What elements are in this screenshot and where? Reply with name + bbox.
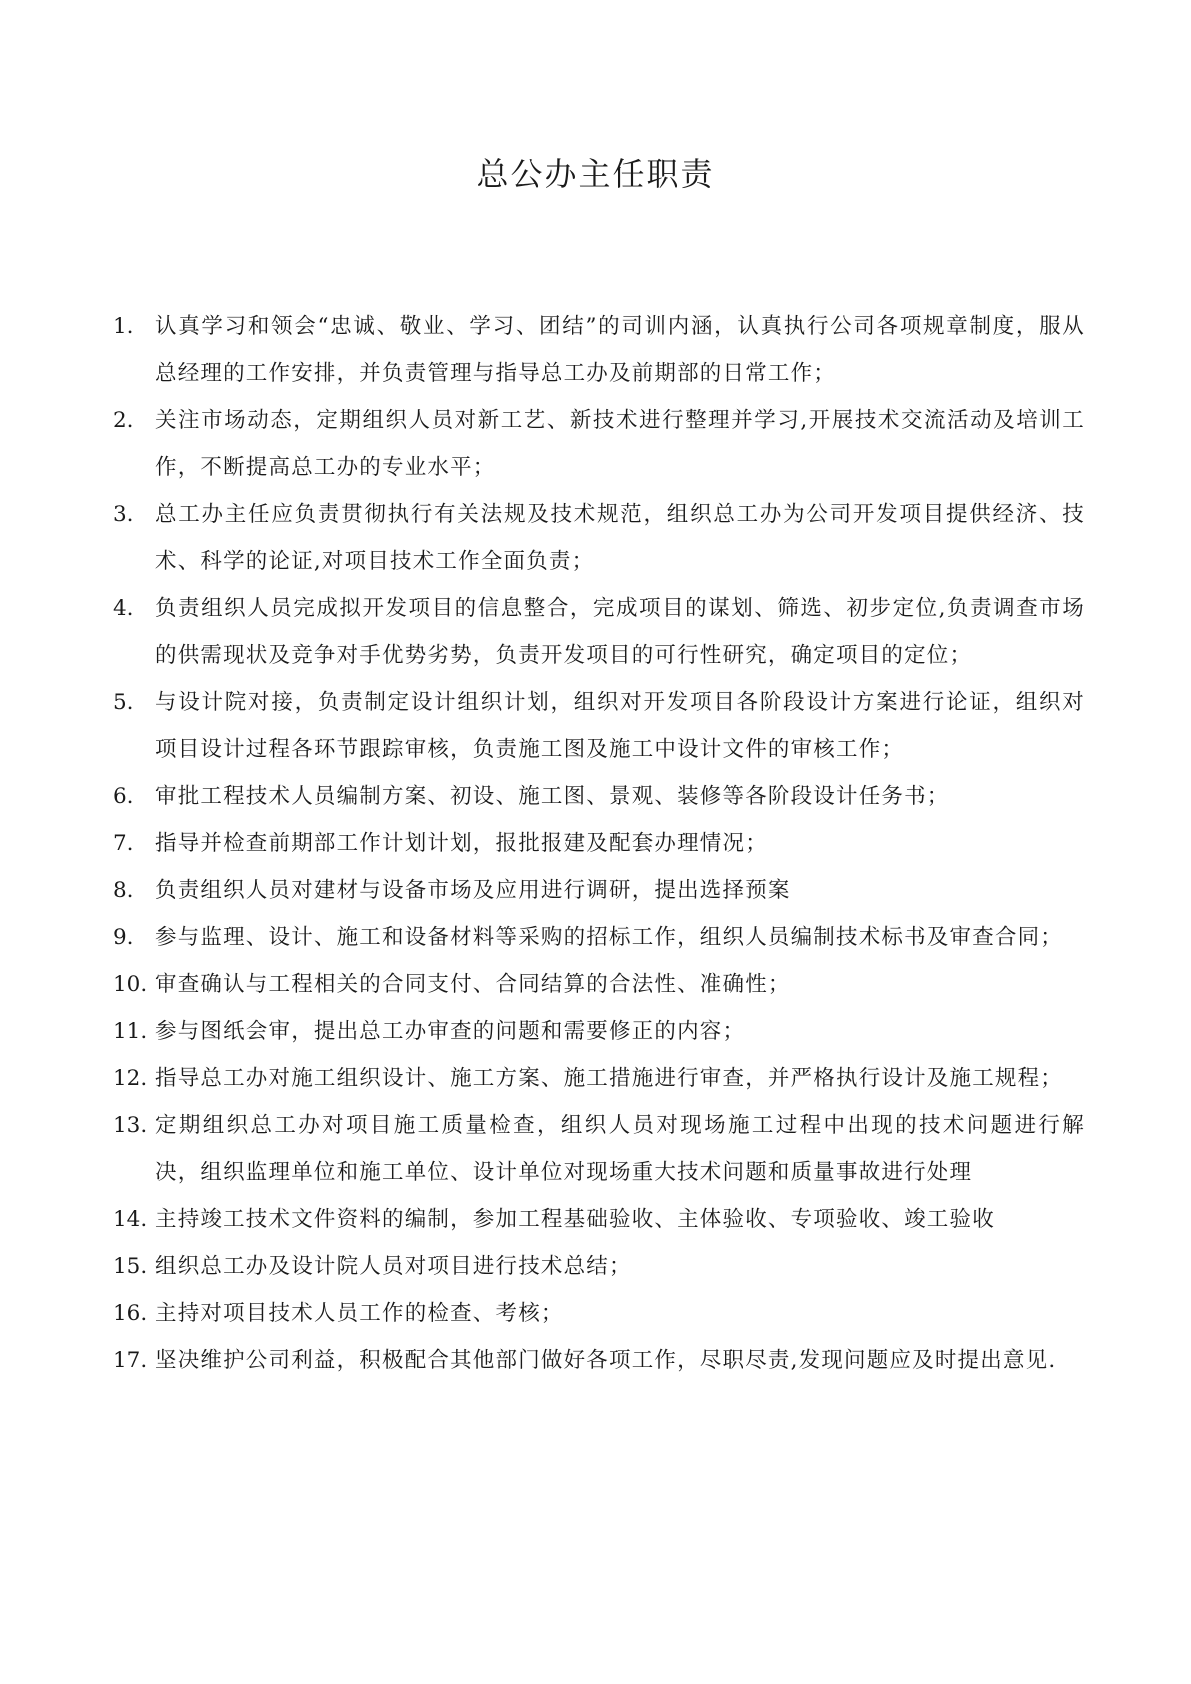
list-item-number: 13. — [113, 1113, 148, 1138]
list-item-text: 负责组织人员完成拟开发项目的信息整合，完成项目的谋划、筛选、初步定位,负责调查市场的供需现状及竞争对手优势劣势，负责开发项目的可行性研究，确定项目的定位； — [155, 596, 1085, 668]
list-item — [113, 867, 1085, 914]
list-item — [113, 961, 1085, 1008]
duty-list — [113, 303, 1085, 1384]
list-item — [113, 1337, 1085, 1384]
list-item-number: 12. — [113, 1066, 148, 1091]
list-item-number: 14. — [113, 1207, 148, 1232]
list-item-text: 定期组织总工办对项目施工质量检查，组织人员对现场施工过程中出现的技术问题进行解决，组织监理单位和施工单位、设计单位对现场重大技术问题和质量事故进行处理 — [155, 1113, 1085, 1185]
list-item-text: 主持对项目技术人员工作的检查、考核； — [155, 1301, 564, 1326]
list-item-number: 7. — [113, 831, 134, 856]
list-item-number: 6. — [113, 784, 134, 809]
list-item-text: 与设计院对接，负责制定设计组织计划，组织对开发项目各阶段设计方案进行论证，组织对项目设计过程各环节跟踪审核，负责施工图及施工中设计文件的审核工作； — [155, 690, 1085, 762]
list-item-text: 参与图纸会审，提出总工办审查的问题和需要修正的内容； — [155, 1019, 746, 1044]
list-item — [113, 1008, 1085, 1055]
list-item-text: 组织总工办及设计院人员对项目进行技术总结； — [155, 1254, 632, 1279]
list-item-number: 16. — [113, 1301, 148, 1326]
list-item-number: 11. — [113, 1019, 148, 1044]
list-item — [113, 585, 1085, 679]
list-item-number: 2. — [113, 408, 134, 433]
list-item-text: 坚决维护公司利益，积极配合其他部门做好各项工作，尽职尽责,发现问题应及时提出意见. — [155, 1348, 1057, 1373]
list-item-text: 指导并检查前期部工作计划计划，报批报建及配套办理情况； — [155, 831, 768, 856]
list-item — [113, 679, 1085, 773]
list-item-number: 9. — [113, 925, 134, 950]
list-item — [113, 303, 1085, 397]
list-item-number: 1. — [113, 314, 134, 339]
list-item-number: 15. — [113, 1254, 148, 1279]
list-item-text: 总工办主任应负责贯彻执行有关法规及技术规范，组织总工办为公司开发项目提供经济、技术、科学的论证,对项目技术工作全面负责； — [155, 502, 1085, 574]
page-title: 总公办主任职责 — [476, 155, 715, 193]
list-item — [113, 491, 1085, 585]
list-item — [113, 1243, 1085, 1290]
list-item-text: 指导总工办对施工组织设计、施工方案、施工措施进行审查，并严格执行设计及施工规程； — [155, 1066, 1064, 1091]
list-item-text: 审查确认与工程相关的合同支付、合同结算的合法性、准确性； — [155, 972, 791, 997]
list-item-text: 参与监理、设计、施工和设备材料等采购的招标工作，组织人员编制技术标书及审查合同； — [155, 925, 1064, 950]
list-item — [113, 914, 1085, 961]
list-item-text: 关注市场动态，定期组织人员对新工艺、新技术进行整理并学习,开展技术交流活动及培训工作，不断提高总工办的专业水平； — [155, 408, 1085, 480]
list-item — [113, 773, 1085, 820]
list-item-number: 17. — [113, 1348, 148, 1373]
list-item-number: 10. — [113, 972, 148, 997]
list-item — [113, 1290, 1085, 1337]
list-item — [113, 1055, 1085, 1102]
list-item — [113, 1196, 1085, 1243]
list-item-text: 主持竣工技术文件资料的编制，参加工程基础验收、主体验收、专项验收、竣工验收 — [155, 1207, 995, 1232]
list-item-number: 3. — [113, 502, 134, 527]
list-item — [113, 820, 1085, 867]
list-item-text: 认真学习和领会“忠诚、敬业、学习、团结”的司训内涵，认真执行公司各项规章制度，服从总经理的工作安排，并负责管理与指导总工办及前期部的日常工作； — [155, 314, 1085, 386]
list-item-number: 4. — [113, 596, 134, 621]
list-item — [113, 1102, 1085, 1196]
list-item-number: 5. — [113, 690, 134, 715]
list-item — [113, 397, 1085, 491]
list-item-text: 负责组织人员对建材与设备市场及应用进行调研，提出选择预案 — [155, 878, 791, 903]
list-item-text: 审批工程技术人员编制方案、初设、施工图、景观、装修等各阶段设计任务书； — [155, 784, 950, 809]
list-item-number: 8. — [113, 878, 134, 903]
